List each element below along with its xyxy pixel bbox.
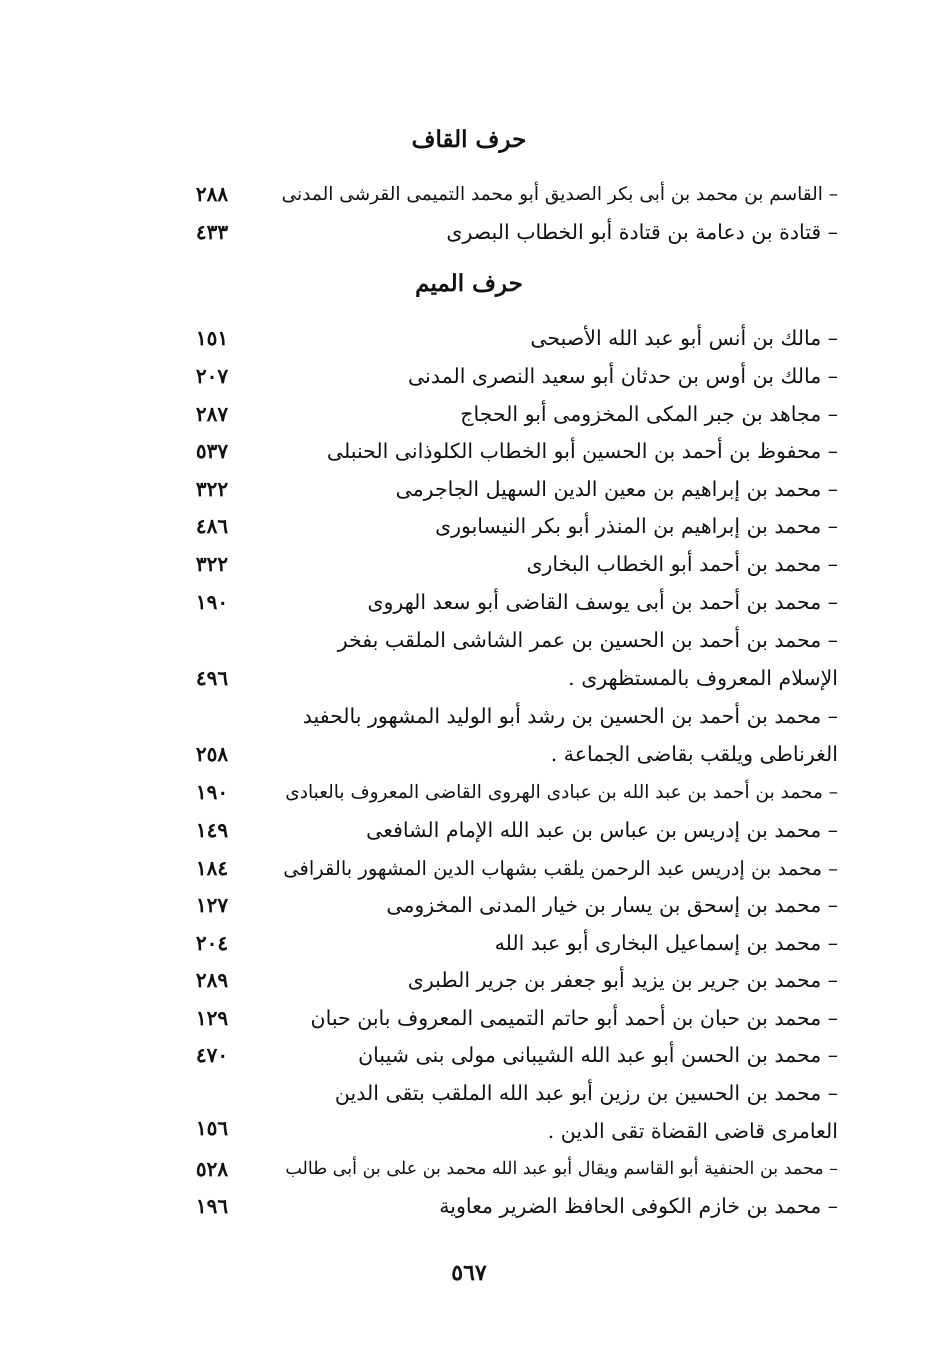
- entry-page-ref: ٢٨٨: [195, 182, 229, 206]
- entry-name: – محمد بن إدريس بن عباس بن عبد الله الإمام الشافعى: [366, 818, 838, 842]
- entry-name: – مالك بن أنس أبو عبد الله الأصبحى: [530, 326, 838, 350]
- entry-page-ref: ١٥١: [195, 326, 229, 350]
- entry-page-ref: ٤٧٠: [195, 1043, 229, 1067]
- entry-name: – محمد بن أحمد بن أبى يوسف القاضى أبو سعد الهروى: [367, 590, 838, 614]
- entry-name: – محمد بن جرير بن يزيد أبو جعفر بن جرير الطبرى: [407, 968, 838, 992]
- entry-page-ref: ٣٢٢: [195, 477, 229, 501]
- entry-page-ref: ٥٢٨: [195, 1157, 229, 1181]
- entry-name: – محمد بن إدريس عبد الرحمن يلقب بشهاب الدين المشهور بالقرافى: [283, 857, 838, 880]
- entry-page-ref: ٢٠٤: [195, 931, 229, 955]
- entry-name: – محمد بن أحمد أبو الخطاب البخارى: [526, 552, 838, 576]
- entry-name: – محمد بن خازم الكوفى الحافظ الضرير معاوية: [439, 1194, 838, 1218]
- entry-name: – محمد بن الحسين بن رزين أبو عبد الله الملقب بتقى الدين العامرى قاضى القضاة تقى الدين .: [334, 1081, 838, 1143]
- entry-page-ref: ٢٥٨: [195, 742, 229, 766]
- entry-name: – محمد بن إسحق بن يسار بن خيار المدنى المخزومى: [386, 893, 838, 917]
- entry-name: – محمد بن إبراهيم بن المنذر أبو بكر النيسابورى: [435, 514, 838, 538]
- entry-page-ref: ٤٣٣: [195, 220, 229, 244]
- entry-name: – محمد بن أحمد بن عبد الله بن عبادى الهروى القاضى المعروف بالعبادى: [285, 782, 838, 803]
- entry-page-ref: ٤٩٦: [195, 666, 229, 690]
- entry-page-ref: ٢٨٩: [195, 968, 229, 992]
- entry-name: – محمد بن الحسن أبو عبد الله الشيبانى مولى بنى شيبان: [358, 1043, 838, 1067]
- entry-name: – محمد بن إبراهيم بن معين الدين السهيل الجاجرمى: [395, 477, 838, 501]
- section-title-qaf: حرف القاف: [411, 126, 527, 153]
- entry-name: – قتادة بن دعامة بن قتادة أبو الخطاب البصرى: [446, 220, 838, 244]
- entry-page-ref: ٢٨٧: [195, 402, 229, 426]
- entry-name: – محمد بن إسماعيل البخارى أبو عبد الله: [494, 931, 838, 955]
- entry-page-ref: ١٥٦: [195, 1116, 229, 1140]
- entry-name: – محفوظ بن أحمد بن الحسين أبو الخطاب الكلوذانى الحنبلى: [326, 439, 838, 463]
- entry-page-ref: ١٩٦: [195, 1194, 229, 1218]
- entry-page-ref: ١٢٧: [195, 893, 229, 917]
- entry-page-ref: ٤٨٦: [195, 514, 229, 538]
- page-number: ٥٦٧: [451, 1260, 487, 1286]
- entry-name: – مالك بن أوس بن حدثان أبو سعيد النصرى المدنى: [408, 364, 838, 388]
- entry-name: – محمد بن حبان بن أحمد أبو حاتم التميمى المعروف بابن حبان: [310, 1006, 838, 1030]
- entry-name: – محمد بن أحمد بن الحسين بن رشد أبو الوليد المشهور بالحفيد الغرناطى ويلقب بقاضى الجماعة .: [302, 704, 838, 766]
- entry-page-ref: ١٩٠: [195, 590, 229, 614]
- entry-page-ref: ٥٣٧: [195, 439, 229, 463]
- entry-page-ref: ١٩٠: [195, 780, 229, 804]
- entry-name: – القاسم بن محمد بن أبى بكر الصديق أبو محمد التميمى القرشى المدنى: [281, 184, 838, 205]
- entry-page-ref: ٢٠٧: [195, 364, 229, 388]
- section-title-mim: حرف الميم: [415, 270, 523, 297]
- entry-name: – محمد بن الحنفية أبو القاسم ويقال أبو عبد الله محمد بن على بن أبى طالب: [285, 1159, 838, 1179]
- entry-page-ref: ١٨٤: [195, 856, 229, 880]
- entry-name: – مجاهد بن جبر المكى المخزومى أبو الحجاج: [460, 402, 838, 426]
- entry-name: – محمد بن أحمد بن الحسين بن عمر الشاشى الملقب بفخر الإسلام المعروف بالمستظهرى .: [337, 628, 838, 690]
- entry-page-ref: ٣٢٢: [195, 552, 229, 576]
- entry-page-ref: ١٤٩: [195, 818, 229, 842]
- entry-page-ref: ١٢٩: [195, 1006, 229, 1030]
